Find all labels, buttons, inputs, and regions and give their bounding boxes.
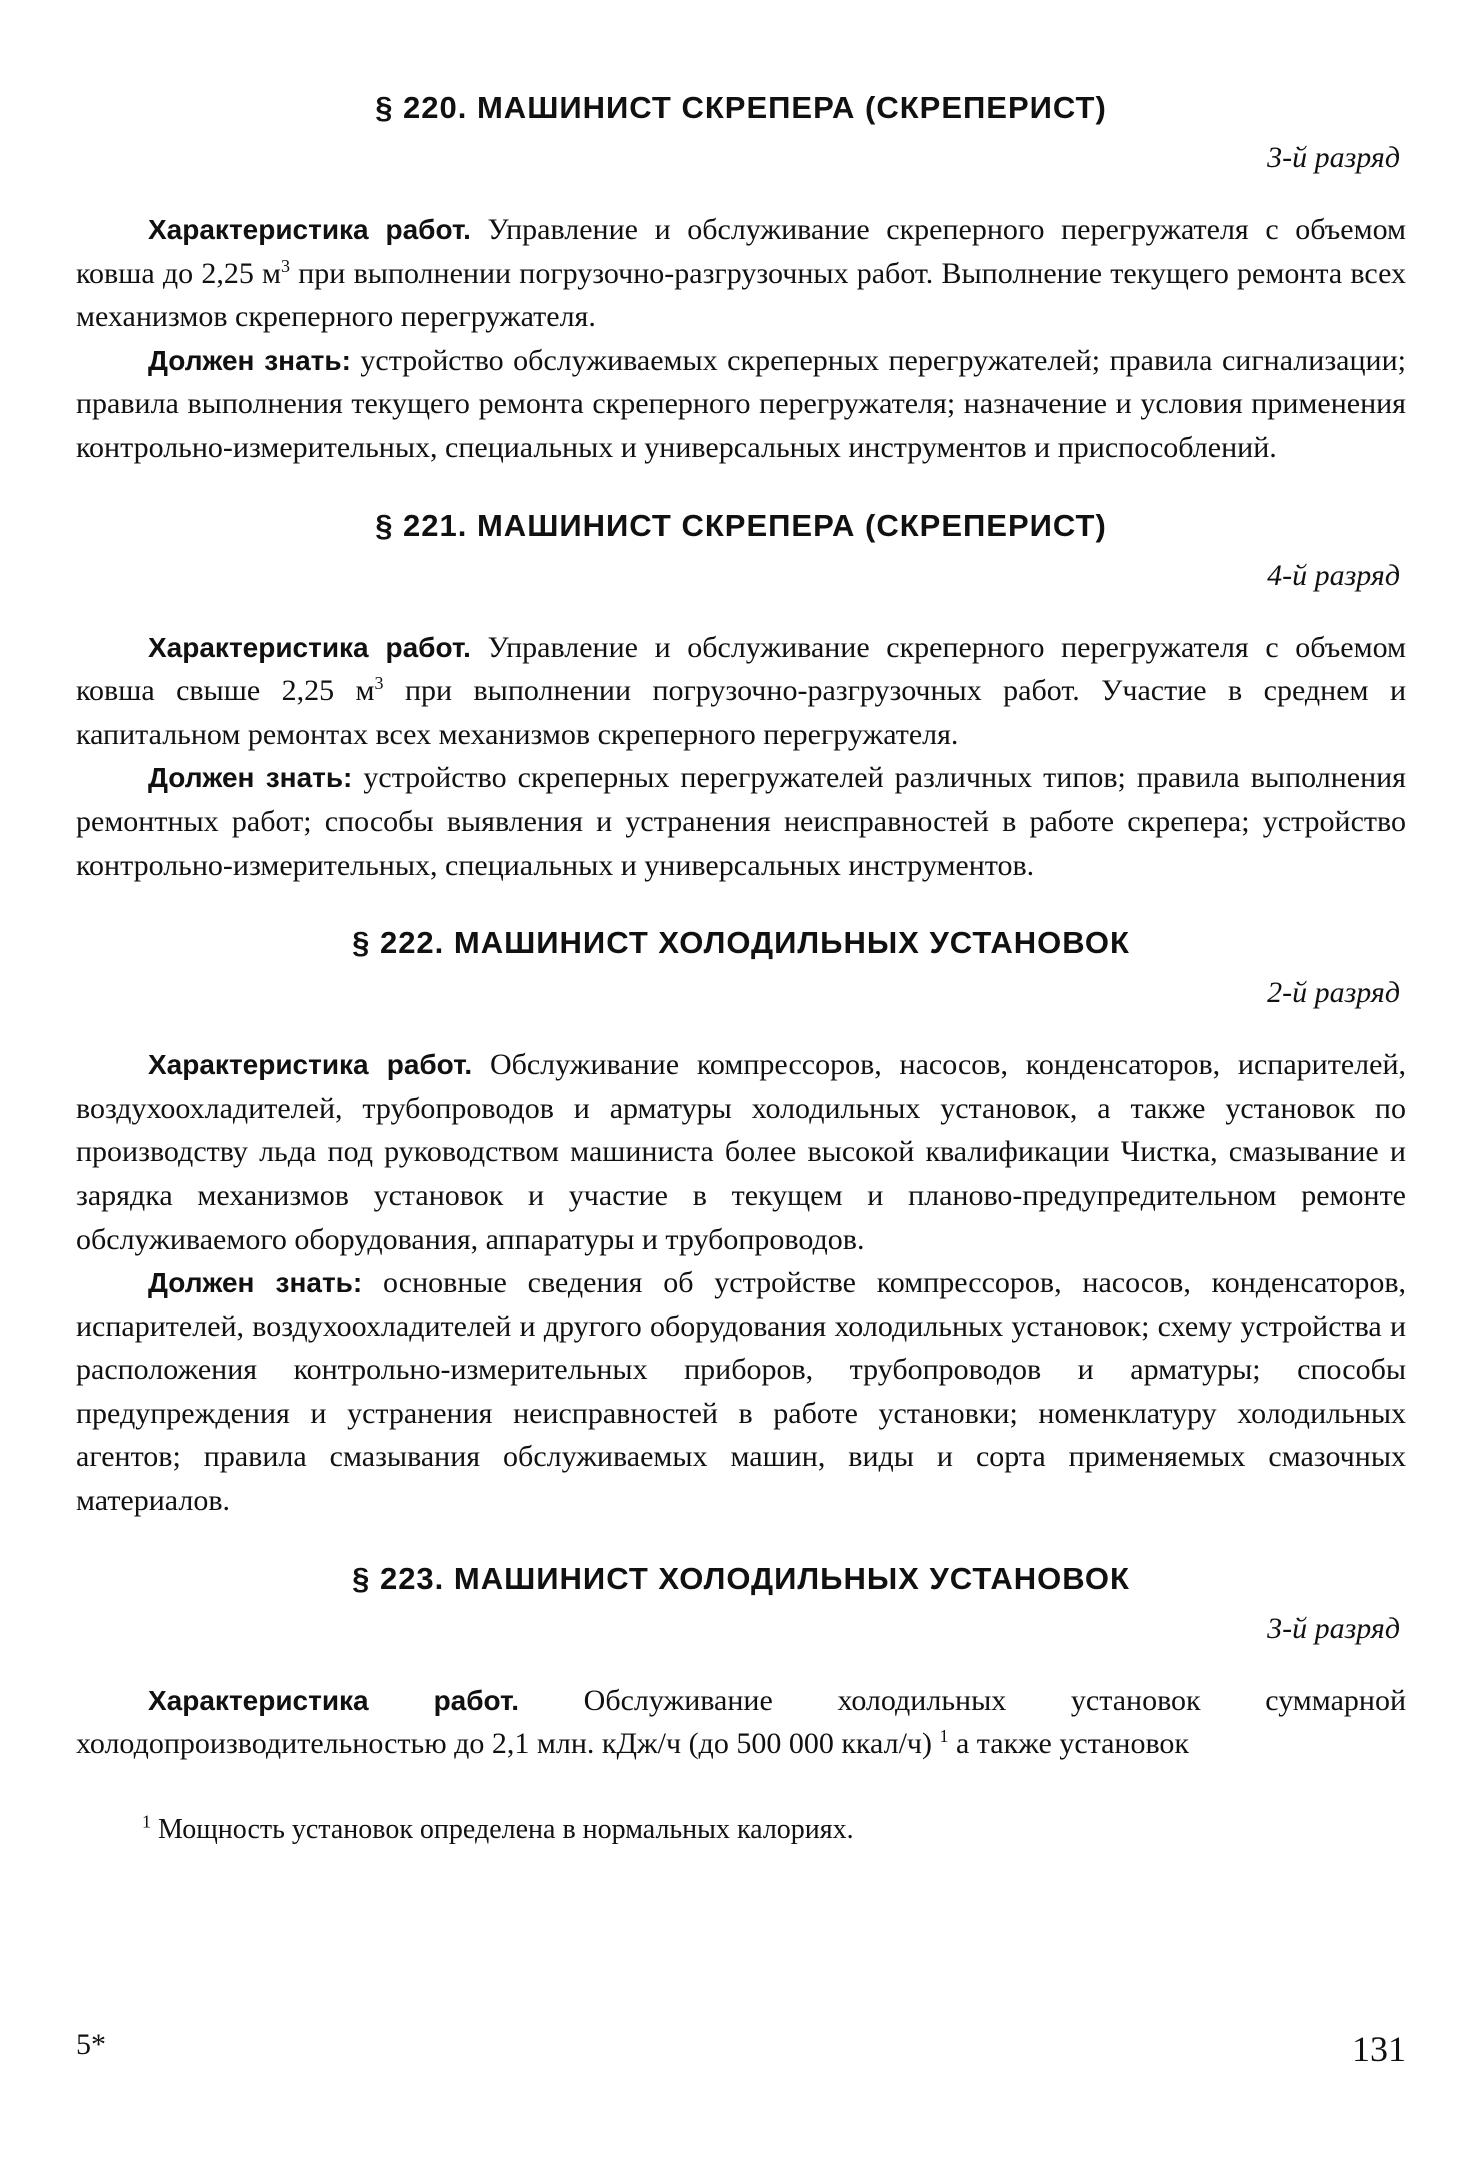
- section-heading: § 223. МАШИНИСТ ХОЛОДИЛЬНЫХ УСТАНОВОК: [352, 1560, 1130, 1596]
- section-220: [76, 88, 1406, 470]
- section-heading: § 220. МАШИНИСТ СКРЕПЕРА (СКРЕПЕРИСТ): [375, 90, 1107, 125]
- footnote: [142, 1810, 1406, 1850]
- work-characteristics-paragraph: [76, 208, 1406, 339]
- work-characteristics-paragraph: [76, 1043, 1406, 1261]
- work-characteristics-lead: Характеристика работ.: [148, 1049, 473, 1081]
- section-heading: § 222. МАШИНИСТ ХОЛОДИЛЬНЫХ УСТАНОВОК: [352, 925, 1130, 961]
- work-characteristics-lead: Характеристика работ.: [148, 631, 471, 663]
- must-know-paragraph: [76, 339, 1406, 470]
- page-footer: [76, 2028, 1406, 2078]
- grade-label: 2-й разряд: [1267, 976, 1400, 1010]
- must-know-paragraph: [76, 756, 1406, 887]
- must-know-lead: Должен знать:: [148, 344, 351, 376]
- footnote-reference: 1: [939, 1726, 949, 1747]
- grade-label: 4-й разряд: [1267, 558, 1400, 592]
- must-know-text: основные сведения об устройстве компрессоров, насосов, конденсаторов, испарителей, воздухоохладителей и другого оборудования холодильных установок; схему устройства и расположения контрольно-измерительных приборов, трубопроводов и арматуры; способы предупреждения и устранения неисправностей в работе установки; номенклатуру холодильных агентов; правила смазывания обслуживаемых машин, виды и сорта применяемых смазочных материалов.: [76, 1266, 1406, 1518]
- signature-mark: 5*: [76, 2028, 106, 2061]
- footnote-marker: 1: [142, 1811, 151, 1832]
- must-know-text: устройство скреперных перегружателей различных типов; правила выполнения ремонтных работ; способы выявления и устранения неисправностей в работе скрепера; устройство контрольно-измерительных, специальных и универсальных инструментов.: [76, 761, 1406, 882]
- work-characteristics-text-cont: при выполнении погрузочно-разгрузочных работ. Выполнение текущего ремонта всех механизмов скреперного перегружателя.: [76, 256, 1407, 334]
- work-characteristics-text: Управление и обслуживание скреперного перегружателя с объемом ковша свыше 2,25 м: [76, 630, 1406, 708]
- grade-label: 3-й разряд: [1267, 141, 1400, 174]
- work-characteristics-text-cont: а также установок: [948, 1727, 1190, 1761]
- page-body: [76, 88, 1406, 1850]
- grade-label: 3-й разряд: [1267, 1611, 1400, 1645]
- must-know-lead: Должен знать:: [148, 762, 353, 794]
- work-characteristics-text: Управление и обслуживание скреперного перегружателя с объемом ковша до 2,25 м: [76, 213, 1406, 290]
- section-221: [76, 506, 1406, 888]
- superscript: 3: [281, 255, 291, 276]
- work-characteristics-lead: Характеристика работ.: [148, 1684, 519, 1716]
- must-know-paragraph: [76, 1261, 1406, 1523]
- must-know-lead: Должен знать:: [148, 1267, 363, 1299]
- work-characteristics-paragraph: [76, 1679, 1406, 1766]
- section-heading: § 221. МАШИНИСТ СКРЕПЕРА (СКРЕПЕРИСТ): [375, 507, 1107, 543]
- work-characteristics-text-cont: при выполнении погрузочно-разгрузочных работ. Участие в среднем и капитальном ремонтах всех механизмов скреперного перегружателя.: [76, 674, 1406, 751]
- work-characteristics-text: Обслуживание компрессоров, насосов, конденсаторов, испарителей, воздухоохладителей, трубопроводов и арматуры холодильных установок, а также установок по производству льда под руководством машиниста более высокой квалификации Чистка, смазывание и зарядка механизмов установок и участие в текущем и планово-предупредительном ремонте обслуживаемого оборудования, аппаратуры и трубопроводов.: [76, 1048, 1406, 1256]
- work-characteristics-lead: Характеристика работ.: [148, 214, 471, 245]
- section-222: [76, 923, 1406, 1523]
- page-number: 131: [1352, 2029, 1406, 2069]
- section-223: [76, 1559, 1406, 1766]
- work-characteristics-paragraph: [76, 626, 1406, 757]
- footnote-text: Мощность установок определена в нормальных калориях.: [151, 1813, 854, 1845]
- superscript: 3: [374, 673, 384, 694]
- must-know-text: устройство обслуживаемых скреперных перегружателей; правила сигнализации; правила выполнения текущего ремонта скреперного перегружателя; назначение и условия применения контрольно-измерительных, специальных и универсальных инструментов и приспособлений.: [76, 343, 1406, 464]
- work-characteristics-text: Обслуживание холодильных установок суммарной холодопроизводительностью до 2,1 млн. кДж/ч (до 500 000 ккал/ч): [76, 1683, 1406, 1761]
